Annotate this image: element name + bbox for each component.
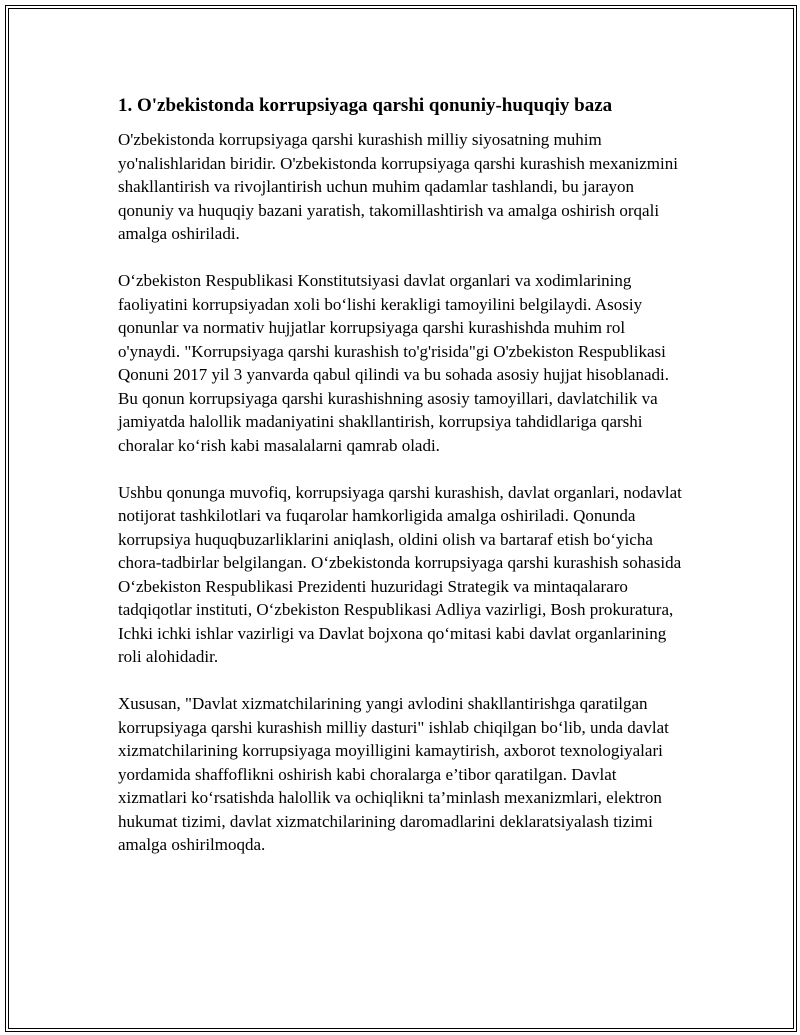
section-heading: 1. O'zbekistonda korrupsiyaga qarshi qonuniy-huquqiy baza (118, 95, 613, 116)
paragraph-3: Ushbu qonunga muvofiq, korrupsiyaga qarshi kurashish, davlat organlari, nodavlat notijorat tashkilotlari va fuqarolar hamkorligida amalga oshiriladi. Qonunda korrupsiya huquqbuzarliklarini aniqlash, oldini olish va bartaraf etish bo‘yicha chora-tadbirlar belgilangan. O‘zbekistonda korrupsiyaga qarshi kurashish sohasida O‘zbekiston Respublikasi Prezidenti huzuridagi Strategik va mintaqalararo tadqiqotlar instituti, O‘zbekiston Respublikasi Adliya vazirligi, Bosh prokuratura, Ichki ichki ishlar vazirligi va Davlat bojxona qo‘mitasi kabi davlat organlarining roli alohidadir. (118, 482, 682, 666)
paragraph-2: O‘zbekiston Respublikasi Konstitutsiyasi davlat organlari va xodimlarining faoliyatini korrupsiyadan xoli bo‘lishi kerakligi tamoyilini belgilaydi. Asosiy qonunlar va normativ hujjatlar korrupsiyaga qarshi kurashishda muhim rol o'ynaydi. "Korrupsiyaga qarshi kurashish to'g'risida"gi O'zbekiston Respublikasi Qonuni 2017 yil 3 yanvarda qabul qilindi va bu sohada asosiy hujjat hisoblanadi. Bu qonun korrupsiyaga qarshi kurashishning asosiy tamoyillari, davlatchilik va jamiyatda halollik madaniyatini shakllantirish, korrupsiya tahdidlariga qarshi choralar ko‘rish kabi masalalarni qamrab oladi. (118, 271, 669, 455)
paragraph-4: Xususan, "Davlat xizmatchilarining yangi avlodini shakllantirishga qaratilgan korrupsiyaga qarshi kurashish milliy dasturi" ishlab chiqilgan bo‘lib, unda davlat xizmatchilarining korrupsiyaga moyilligini kamaytirish, axborot texnologiyalari yordamida shaffoflikni oshirish kabi choralarga e’tibor qaratilgan. Davlat xizmatlari ko‘rsatishda halollik va ochiqlikni ta’minlash mexanizmlari, elektron hukumat tizimi, davlat xizmatchilarining daromadlarini deklaratsiyalash tizimi amalga oshirilmoqda. (118, 694, 669, 854)
document-body (118, 94, 688, 880)
paragraph-1: O'zbekistonda korrupsiyaga qarshi kurashish milliy siyosatning muhim yo'nalishlaridan biridir. O'zbekistonda korrupsiyaga qarshi kurashish mexanizmini shakllantirish va rivojlantirish uchun muhim qadamlar tashlandi, bu jarayon qonuniy va huquqiy bazani yaratish, takomillashtirish va amalga oshirish orqali amalga oshiriladi. (118, 130, 678, 243)
